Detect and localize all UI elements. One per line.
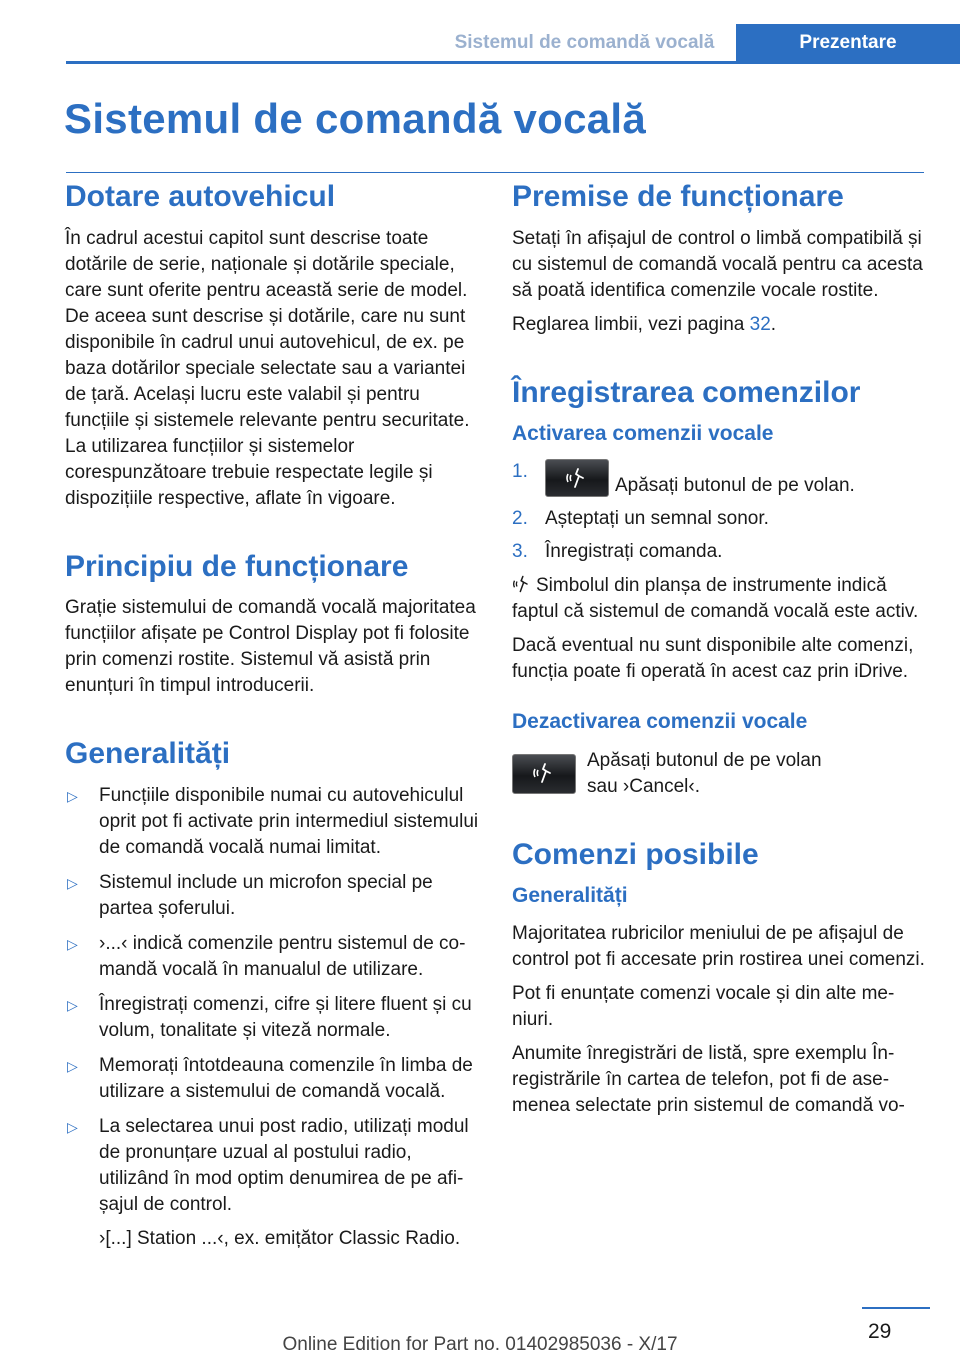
para-reglare: Reglarea limbii, vezi pagina 32. bbox=[512, 313, 777, 335]
header-section-title: Sistemul de comandă vocală bbox=[454, 32, 715, 53]
triangle-bullet-icon: ▷ bbox=[67, 1057, 78, 1074]
voice-command-button-image bbox=[512, 754, 576, 794]
subheading-generalitati: Generalități bbox=[512, 884, 628, 907]
heading-inregistrarea: Înregistrarea comenzilor bbox=[512, 375, 861, 409]
heading-dotare: Dotare autovehicul bbox=[65, 180, 336, 213]
title-rule bbox=[66, 172, 924, 173]
station-example: ›[...] Station ...‹, ex. emițător Classic Radio. bbox=[99, 1227, 461, 1249]
para-dezactivare: Apăsați butonul de pe volan sau ›Cancel‹. bbox=[587, 749, 822, 797]
voice-command-icon bbox=[532, 761, 556, 785]
footer-edition: Online Edition for Part no. 01402985036 - X/17 bbox=[282, 1334, 678, 1355]
page-number: 29 bbox=[868, 1320, 892, 1343]
para-comenzi-3: Anumite înregistrări de listă, spre exemplu Înregistrările în cartea de telefon, pot fi de asemenea selectate prin sistemul de comandă vo- bbox=[512, 1043, 905, 1117]
voice-command-button-image bbox=[545, 459, 609, 497]
heading-comenzi: Comenzi posibile bbox=[512, 837, 759, 871]
subheading-activarea: Activarea comenzii vocale bbox=[512, 422, 774, 445]
step-item: 1. Apăsați butonul de pe volan. bbox=[512, 461, 855, 497]
para-dotare: În cadrul acestui capitol sunt descrise toate dotările de serie, naționale și dotările speciale, care sunt oferite pentru această serie de model. De aceea sunt descrise și dotările, care nu sunt disponibile în cadrul unui autovehicul, de ex. pe baza dotărilor speciale selectate sau a variantei de țară. Același lucru este valabil și pentru funcțiile și sistemele relevante pentru securitate. La utilizarea funcțiilor și sistemelor corespunzătoare trebuie respectate legile și dispozițiile respective, aflate în vigoare. bbox=[65, 227, 470, 509]
para-simbol: Simbolul din planșa de instrumente indică faptul că sistemul de comandă vocală este activ. bbox=[512, 575, 919, 623]
steps-list bbox=[512, 459, 928, 565]
para-comenzi-1: Majoritatea rubricilor meniului de pe afișajul de control pot fi accesate prin rostirea unei comenzi. bbox=[512, 923, 925, 971]
list-item: ▷ Sistemul include un microfon special pe partea șoferului. bbox=[67, 871, 433, 919]
voice-command-icon bbox=[565, 466, 589, 490]
para-comenzi-2: Pot fi enunțate comenzi vocale și din alte meniuri. bbox=[512, 983, 895, 1031]
heading-premise: Premise de funcționare bbox=[512, 180, 844, 213]
subheading-dezactivarea: Dezactivarea comenzii vocale bbox=[512, 710, 808, 734]
heading-principiu: Principiu de funcționare bbox=[65, 549, 409, 583]
page-number-rule bbox=[862, 1307, 930, 1309]
right-column bbox=[512, 178, 928, 1127]
triangle-bullet-icon: ▷ bbox=[67, 874, 78, 891]
page-link-32[interactable]: 32 bbox=[749, 313, 771, 335]
voice-symbol-icon bbox=[512, 574, 532, 594]
triangle-bullet-icon: ▷ bbox=[67, 1118, 78, 1135]
list-item: ▷ Memorați întotdeauna comenzile în limba de utilizare a sistemului de comandă vocală. bbox=[67, 1054, 473, 1102]
triangle-bullet-icon: ▷ bbox=[67, 996, 78, 1013]
para-idrive: Dacă eventual nu sunt disponibile alte comenzi, funcția poate fi operată în acest caz prin iDrive. bbox=[512, 635, 914, 683]
triangle-bullet-icon: ▷ bbox=[67, 787, 78, 804]
triangle-bullet-icon: ▷ bbox=[67, 935, 78, 952]
deactivation-block bbox=[512, 748, 928, 800]
step-item: 3. Înregistrați comanda. bbox=[512, 541, 723, 563]
list-item: ▷ La selectarea unui post radio, utilizați modul de pronunțare uzual al postului radio, utilizând în mod optim denumirea de pe afișajul de control. ›[...] Station ...‹, ex. emițător Classic Radio. bbox=[65, 1114, 479, 1252]
generalitati-list bbox=[65, 783, 479, 1252]
page-title: Sistemul de comandă vocală bbox=[64, 95, 647, 142]
left-column bbox=[65, 178, 479, 1261]
step-item: 2. Așteptați un semnal sonor. bbox=[512, 508, 769, 530]
list-item: ▷ Funcțiile disponibile numai cu autovehiculul oprit pot fi activate prin intermediul sistemului de comandă vocală numai limitat. bbox=[67, 784, 479, 858]
list-item: ▷ ›...‹ indică comenzile pentru sistemul de comandă vocală în manualul de utilizare. bbox=[67, 932, 466, 980]
heading-generalitati: Generalități bbox=[65, 737, 231, 770]
para-principiu: Grație sistemului de comandă vocală majoritatea funcțiilor afișate pe Control Display pot fi folosite prin comenzi rostite. Sistemul vă asistă prin enunțuri în timpul introducerii. bbox=[65, 597, 476, 696]
list-item: ▷ Înregistrați comenzi, cifre și litere fluent și cu volum, tonalitate și viteză normale. bbox=[67, 993, 472, 1041]
para-premise: Setați în afișajul de control o limbă compatibilă și cu sistemul de comandă vocală pentru ca acesta să poată identifica comenzile vocale rostite. bbox=[512, 227, 923, 301]
header-tab-prezentare[interactable]: Prezentare bbox=[736, 24, 960, 62]
header-rule bbox=[66, 61, 960, 64]
